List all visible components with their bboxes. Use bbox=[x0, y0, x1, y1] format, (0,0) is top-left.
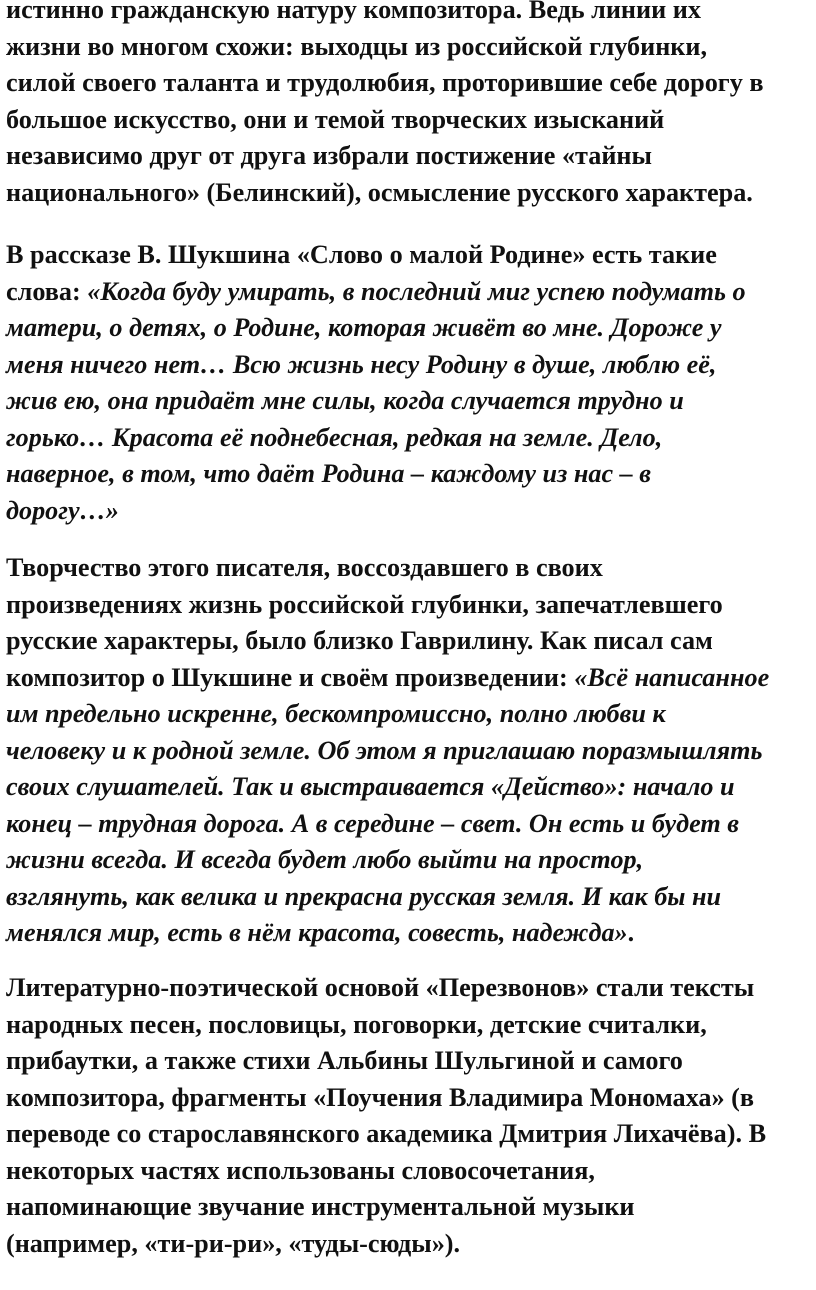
body-text: независимо друг от друга избрали постижение «тайны bbox=[6, 141, 652, 170]
text-line bbox=[6, 456, 816, 493]
body-text: композитор о Шукшине и своём произведении: bbox=[6, 662, 575, 692]
text-line bbox=[6, 733, 816, 770]
text-line bbox=[6, 493, 816, 530]
body-text: большое искусство, они и темой творческих изысканий bbox=[6, 104, 665, 134]
quote-text: взглянуть, как велика и прекрасна русская земля. И как бы ни bbox=[6, 881, 722, 911]
text-line bbox=[6, 175, 816, 212]
body-text: народных песен, пословицы, поговорки, детские считалки, bbox=[6, 1009, 707, 1039]
body-text: композитора, фрагменты «Поучения Владимира Мономаха» (в bbox=[6, 1082, 754, 1112]
text-line bbox=[6, 383, 816, 420]
body-text: русские характеры, было близко Гаврилину. Как писал сам bbox=[6, 626, 713, 655]
quote-text: менялся мир, есть в нём красота, совесть, надежда» bbox=[6, 918, 628, 947]
body-text: национального» (Белинский), осмысление русского характера. bbox=[6, 177, 753, 207]
text-line bbox=[6, 970, 816, 1007]
text-line bbox=[6, 879, 816, 916]
body-text: (например, «ти-ри-ри», «туды-сюды»). bbox=[6, 1228, 461, 1258]
body-text: истинно гражданскую натуру композитора. Ведь линии их bbox=[6, 0, 701, 24]
text-line bbox=[6, 347, 816, 384]
text-line bbox=[6, 310, 816, 347]
body-text: жизни во многом схожи: выходцы из российской глубинки, bbox=[6, 31, 708, 61]
paragraph-literary-basis bbox=[6, 970, 816, 1262]
text-line bbox=[6, 806, 816, 843]
paragraph-shukshin-quote bbox=[6, 237, 816, 529]
text-line bbox=[6, 1153, 816, 1190]
quote-text: конец – трудная дорога. А в середине – свет. Он есть и будет в bbox=[6, 808, 739, 838]
quote-text: своих слушателей. Так и выстраивается «Действо»: начало и bbox=[6, 772, 735, 801]
text-line bbox=[6, 65, 816, 102]
paragraph-composer-and-shukshin bbox=[6, 0, 816, 211]
body-text: слова: bbox=[6, 276, 88, 306]
text-line bbox=[6, 1189, 816, 1226]
quote-text: человеку и к родной земле. Об этом я приглашаю поразмышлять bbox=[6, 735, 763, 765]
quote-text: горько… Красота её поднебесная, редкая на земле. Дело, bbox=[6, 422, 663, 452]
text-line bbox=[6, 1007, 816, 1044]
text-line bbox=[6, 587, 816, 624]
text-line bbox=[6, 1116, 816, 1153]
text-line bbox=[6, 237, 816, 274]
text-line bbox=[6, 29, 816, 66]
body-text: . bbox=[627, 918, 635, 947]
text-line bbox=[6, 420, 816, 457]
body-text: некоторых частях использованы словосочетания, bbox=[6, 1155, 595, 1185]
text-line bbox=[6, 660, 816, 697]
quote-text: «Всё написанное bbox=[574, 662, 770, 692]
text-line bbox=[6, 138, 816, 175]
text-line bbox=[6, 1080, 816, 1117]
paragraph-composer-quote bbox=[6, 550, 816, 952]
text-line bbox=[6, 623, 816, 660]
text-line bbox=[6, 842, 816, 879]
text-line bbox=[6, 915, 816, 952]
text-line bbox=[6, 274, 816, 311]
quote-text: наверное, в том, что даёт Родина – каждому из нас – в bbox=[6, 459, 652, 488]
quote-text: матери, о детях, о Родине, которая живёт во мне. Дороже у bbox=[6, 313, 722, 342]
quote-text: «Когда буду умирать, в последний миг успею подумать о bbox=[87, 276, 746, 306]
text-line bbox=[6, 1043, 816, 1080]
quote-text: жизни всегда. И всегда будет любо выйти на простор, bbox=[6, 845, 644, 874]
text-line bbox=[6, 769, 816, 806]
body-text: силой своего таланта и трудолюбия, проторившие себе дорогу в bbox=[6, 68, 764, 97]
body-text: Творчество этого писателя, воссоздавшего в своих bbox=[6, 553, 603, 582]
body-text: прибаутки, а также стихи Альбины Шульгиной и самого bbox=[6, 1046, 683, 1075]
body-text: напоминающие звучание инструментальной музыки bbox=[6, 1192, 635, 1221]
body-text: переводе со старославянского академика Дмитрия Лихачёва). В bbox=[6, 1119, 767, 1148]
quote-text: дорогу…» bbox=[6, 495, 119, 525]
quote-text: меня ничего нет… Всю жизнь несу Родину в душе, люблю её, bbox=[6, 349, 717, 379]
body-text: В рассказе В. Шукшина «Слово о малой Родине» есть такие bbox=[6, 240, 717, 269]
body-text: произведениях жизнь российской глубинки, запечатлевшего bbox=[6, 589, 723, 619]
text-line bbox=[6, 102, 816, 139]
quote-text: им предельно искренне, бескомпромиссно, полно любви к bbox=[6, 699, 666, 728]
quote-text: жив ею, она придаёт мне силы, когда случается трудно и bbox=[6, 386, 684, 415]
text-line bbox=[6, 1226, 816, 1263]
text-line bbox=[6, 550, 816, 587]
body-text: Литературно-поэтической основой «Перезвонов» стали тексты bbox=[6, 973, 755, 1002]
text-line bbox=[6, 696, 816, 733]
text-line bbox=[6, 0, 816, 29]
